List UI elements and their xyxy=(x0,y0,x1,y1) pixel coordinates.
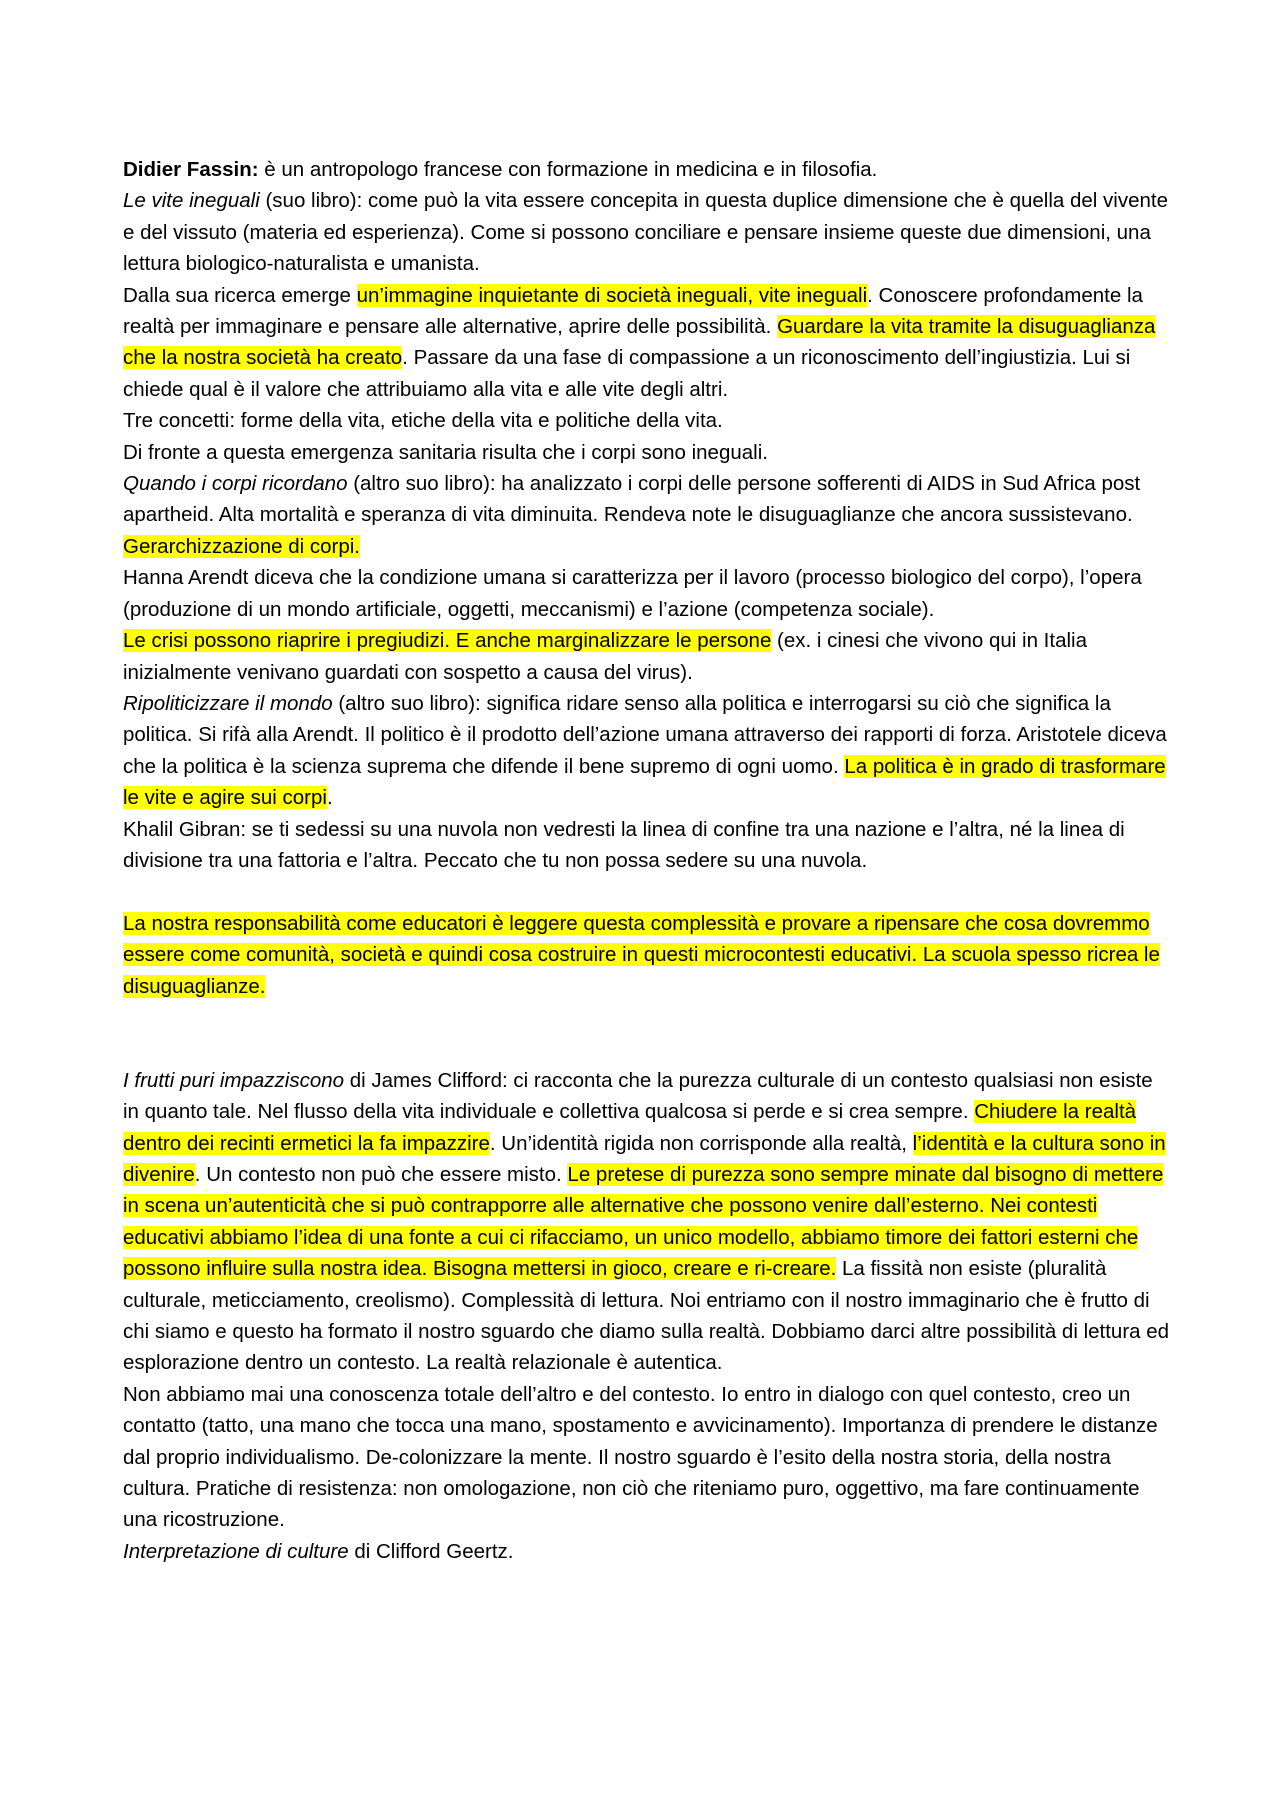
paragraph-arendt: Hanna Arendt diceva che la condizione umana si caratterizza per il lavoro (processo biologico del corpo), l’opera (produzione di un mondo artificiale, oggetti, meccanismi) e l’azione (competenza sociale). xyxy=(123,566,1142,621)
highlighted-text: Chiudere la realtà dentro dei recinti ermetici la fa impazzire xyxy=(123,1100,1137,1155)
paragraph-corpi-ricordano: Quando i corpi ricordano (altro suo libro): ha analizzato i corpi delle persone sofferenti di AIDS in Sud Africa post apartheid. Alta mortalità e speranza di vita diminuita. Rendeva note le disuguaglianze che ancora sussistevano. Gerarchizzazione di corpi. xyxy=(123,472,1141,558)
paragraph-crisi: Le crisi possono riaprire i pregiudizi. E anche marginalizzare le persone (ex. i cinesi che vivono qui in Italia inizialmente venivano guardati con sospetto a causa del virus). xyxy=(123,629,1087,684)
paragraph-emergenza: Di fronte a questa emergenza sanitaria risulta che i corpi sono ineguali. xyxy=(123,440,768,464)
paragraph-vite-ineguali: Le vite ineguali (suo libro): come può la vita essere concepita in questa duplice dimensione che è quella del vivente e del vissuto (materia ed esperienza). Come si possono conciliare e pensare insieme queste due dimensioni, una lettura biologico-naturalista e umanista. xyxy=(123,189,1168,276)
highlighted-text: La politica è in grado di trasformare le vite e agire sui corpi xyxy=(123,754,1166,810)
paragraph-ricerca: Dalla sua ricerca emerge un’immagine inquietante di società ineguali, vite ineguali. Conoscere profondamente la realtà per immaginare e pensare alle alternative, aprire delle possibilità. Guardare la vita tramite la disuguaglianza che la nostra società ha creato. Passare da una fase di compassione a un riconoscimento dell’ingiustizia. Lui si chiede qual è il valore che attribuiamo alla vita e alle vite degli altri. xyxy=(123,283,1156,401)
document-page xyxy=(123,154,1173,1567)
highlighted-text: un’immagine inquietante di società ineguali, vite ineguali xyxy=(356,283,868,307)
blank-line xyxy=(123,876,1173,907)
book-title: I frutti puri impazziscono xyxy=(123,1068,345,1092)
paragraph-geertz: Interpretazione di culture di Clifford Geertz. xyxy=(123,1539,514,1563)
paragraph-fassin-intro: Didier Fassin: è un antropologo francese con formazione in medicina e in filosofia. xyxy=(123,158,878,181)
book-title: Ripoliticizzare il mondo xyxy=(123,691,333,715)
book-title: Quando i corpi ricordano xyxy=(123,472,348,496)
highlighted-text: Le pretese di purezza sono sempre minate dal bisogno di mettere in scena un’autenticità che si può contrapporre alle alternative che possono venire dall’esterno. Nei contesti educativi abbiamo l’idea di una fonte a cui ci rifacciamo, un unico modello, abbiamo timore dei fattori esterni che possono influire sulla nostra idea. Bisogna mettersi in gioco, creare e ri-creare. xyxy=(123,1162,1164,1281)
paragraph-frutti-puri: I frutti puri impazziscono di James Clifford: ci racconta che la purezza culturale di un contesto qualsiasi non esiste in quanto tale. Nel flusso della vita individuale e collettiva qualcosa si perde e si crea sempre. Chiudere la realtà dentro dei recinti ermetici la fa impazzire. Un’identità rigida non corrisponde alla realtà, l’identità e la cultura sono in divenire. Un contesto non può che essere misto. Le pretese di purezza sono sempre minate dal bisogno di mettere in scena un’autenticità che si può contrapporre alle alternative che possono venire dall’esterno. Nei contesti educativi abbiamo l’idea di una fonte a cui ci rifacciamo, un unico modello, abbiamo timore dei fattori esterni che possono influire sulla nostra idea. Bisogna mettersi in gioco, creare e ri-creare. La fissità non esiste (pluralità culturale, meticciamento, creolismo). Complessità di lettura. Noi entriamo con il nostro immaginario che è frutto di chi siamo e questo ha formato il nostro sguardo che diamo sulla realtà. Dobbiamo darci altre possibilità di lettura ed esplorazione dentro un contesto. La realtà relazionale è autentica. xyxy=(123,1068,1170,1375)
highlighted-text: Gerarchizzazione di corpi. xyxy=(123,534,360,558)
highlighted-text: Le crisi possono riaprire i pregiudizi. E anche marginalizzare le persone xyxy=(123,629,772,653)
book-title: Le vite ineguali xyxy=(123,189,260,213)
blank-line xyxy=(123,1002,1173,1065)
paragraph-ripoliticizzare: Ripoliticizzare il mondo (altro suo libro): significa ridare senso alla politica e interrogarsi su ciò che significa la politica. Si rifà alla Arendt. Il politico è il prodotto dell’azione umana attraverso dei rapporti di forza. Aristotele diceva che la politica è la scienza suprema che difende il bene supremo di ogni uomo. La politica è in grado di trasformare le vite e agire sui corpi. xyxy=(123,691,1167,810)
highlighted-text: La nostra responsabilità come educatori è leggere questa complessità e provare a ripensare che cosa dovremmo essere come comunità, società e quindi cosa costruire in questi microcontesti educativi. La scuola spesso ricrea le disuguaglianze. xyxy=(123,911,1160,998)
highlighted-text: l’identità e la cultura sono in divenire xyxy=(123,1131,1166,1186)
bold-name: Didier Fassin: xyxy=(123,158,259,181)
paragraph-gibran: Khalil Gibran: se ti sedessi su una nuvola non vedresti la linea di confine tra una nazione e l’altra, né la linea di divisione tra una fattoria e l’altra. Peccato che tu non possa sedere su una nuvola. xyxy=(123,817,1125,872)
paragraph-responsabilita xyxy=(123,908,1173,1002)
highlighted-text: Guardare la vita tramite la disuguaglianza che la nostra società ha creato xyxy=(123,315,1156,370)
paragraph-tre-concetti: Tre concetti: forme della vita, etiche della vita e politiche della vita. xyxy=(123,409,723,433)
paragraph-conoscenza: Non abbiamo mai una conoscenza totale dell’altro e del contesto. Io entro in dialogo con quel contesto, creo un contatto (tatto, una mano che tocca una mano, spostamento e avvicinamento). Importanza di prendere le distanze dal proprio individualismo. De-colonizzare la mente. Il nostro sguardo è l’esito della nostra storia, della nostra cultura. Pratiche di resistenza: non omologazione, non ciò che riteniamo puro, oggettivo, ma fare continuamente una ricostruzione. xyxy=(123,1382,1158,1532)
book-title: Interpretazione di culture xyxy=(123,1539,349,1563)
